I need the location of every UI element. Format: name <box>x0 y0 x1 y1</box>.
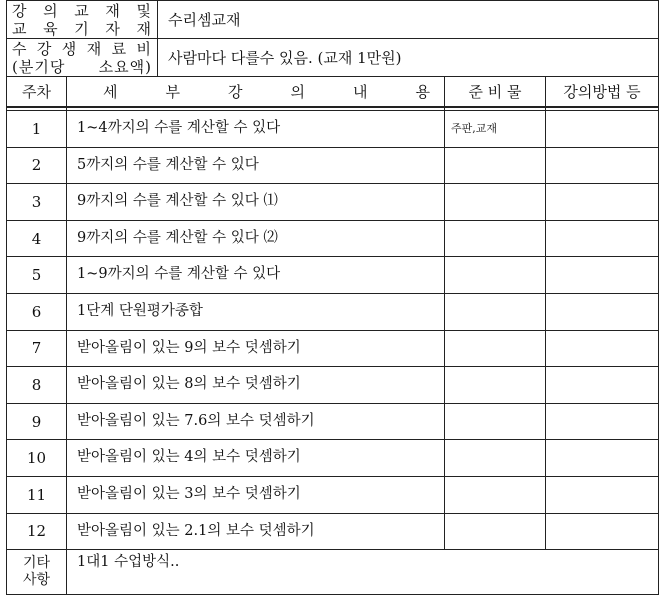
materials-label-line1: 강 의 교 재 및 <box>12 1 152 20</box>
materials-value: 수리셈교재 <box>158 1 659 39</box>
prep-cell <box>445 513 546 550</box>
content-cell: 5까지의 수를 계산할 수 있다 <box>67 147 445 184</box>
week-cell: 9 <box>7 403 67 440</box>
content-header-char: 세 <box>103 82 118 101</box>
prep-cell: 주판,교재 <box>445 111 546 148</box>
week-cell: 8 <box>7 367 67 404</box>
content-header-char: 내 <box>353 82 368 101</box>
notes-value: 1대1 수업방식.. <box>67 550 659 595</box>
notes-label <box>7 550 67 595</box>
week-cell: 7 <box>7 330 67 367</box>
method-cell <box>546 293 659 330</box>
schedule-row <box>7 440 659 477</box>
week-cell: 10 <box>7 440 67 477</box>
prep-header: 준 비 물 <box>445 77 546 108</box>
schedule-row <box>7 257 659 294</box>
fee-label <box>7 39 158 77</box>
content-cell: 받아올림이 있는 7.6의 보수 덧셈하기 <box>67 403 445 440</box>
method-cell <box>546 440 659 477</box>
method-cell <box>546 367 659 404</box>
schedule-row <box>7 293 659 330</box>
materials-row <box>7 1 659 39</box>
prep-cell <box>445 184 546 221</box>
method-cell <box>546 513 659 550</box>
method-cell <box>546 147 659 184</box>
content-cell: 받아올림이 있는 9의 보수 덧셈하기 <box>67 330 445 367</box>
method-header: 강의방법 등 <box>546 77 659 108</box>
schedule-row <box>7 111 659 148</box>
method-cell <box>546 184 659 221</box>
content-cell: 받아올림이 있는 3의 보수 덧셈하기 <box>67 476 445 513</box>
prep-cell <box>445 403 546 440</box>
syllabus-form <box>6 0 658 595</box>
week-cell: 5 <box>7 257 67 294</box>
fee-label-line1: 수 강 생 재 료 비 <box>12 39 152 58</box>
method-cell <box>546 111 659 148</box>
week-cell: 12 <box>7 513 67 550</box>
prep-cell <box>445 293 546 330</box>
week-cell: 2 <box>7 147 67 184</box>
schedule-row <box>7 403 659 440</box>
content-cell: 1~9까지의 수를 계산할 수 있다 <box>67 257 445 294</box>
content-cell: 받아올림이 있는 4의 보수 덧셈하기 <box>67 440 445 477</box>
content-header-char: 의 <box>290 82 305 101</box>
content-header <box>67 77 445 108</box>
prep-cell <box>445 476 546 513</box>
schedule-row <box>7 513 659 550</box>
schedule-row <box>7 220 659 257</box>
schedule-row <box>7 147 659 184</box>
content-cell: 9까지의 수를 계산할 수 있다 ⑴ <box>67 184 445 221</box>
notes-row <box>7 550 659 595</box>
materials-label <box>7 1 158 39</box>
schedule-row <box>7 476 659 513</box>
content-cell: 받아올림이 있는 2.1의 보수 덧셈하기 <box>67 513 445 550</box>
prep-cell <box>445 257 546 294</box>
content-cell: 1~4까지의 수를 계산할 수 있다 <box>67 111 445 148</box>
method-cell <box>546 330 659 367</box>
prep-cell <box>445 367 546 404</box>
method-cell <box>546 403 659 440</box>
materials-label-line2: 교 육 기 자 재 <box>12 19 152 38</box>
week-cell: 11 <box>7 476 67 513</box>
prep-cell <box>445 220 546 257</box>
content-header-char: 부 <box>165 82 180 101</box>
fee-label-line2: (분기당 소요액) <box>12 57 152 76</box>
week-cell: 4 <box>7 220 67 257</box>
schedule-header <box>7 77 659 108</box>
prep-cell <box>445 440 546 477</box>
content-header-char: 용 <box>415 82 430 101</box>
prep-cell <box>445 330 546 367</box>
fee-row <box>7 39 659 77</box>
notes-label-line2: 사항 <box>22 572 51 589</box>
method-cell <box>546 476 659 513</box>
week-cell: 6 <box>7 293 67 330</box>
content-header-char: 강 <box>228 82 243 101</box>
content-cell: 받아올림이 있는 8의 보수 덧셈하기 <box>67 367 445 404</box>
fee-value: 사람마다 다를수 있음. (교재 1만원) <box>158 39 659 77</box>
content-cell: 1단계 단원평가종합 <box>67 293 445 330</box>
prep-cell <box>445 147 546 184</box>
content-cell: 9까지의 수를 계산할 수 있다 ⑵ <box>67 220 445 257</box>
schedule-row <box>7 184 659 221</box>
schedule-row <box>7 330 659 367</box>
schedule-row <box>7 367 659 404</box>
schedule-table <box>6 76 659 595</box>
week-header: 주차 <box>7 77 67 108</box>
method-cell <box>546 257 659 294</box>
info-table <box>6 0 659 77</box>
method-cell <box>546 220 659 257</box>
notes-label-line1: 기타 <box>22 554 51 571</box>
week-cell: 1 <box>7 111 67 148</box>
week-cell: 3 <box>7 184 67 221</box>
